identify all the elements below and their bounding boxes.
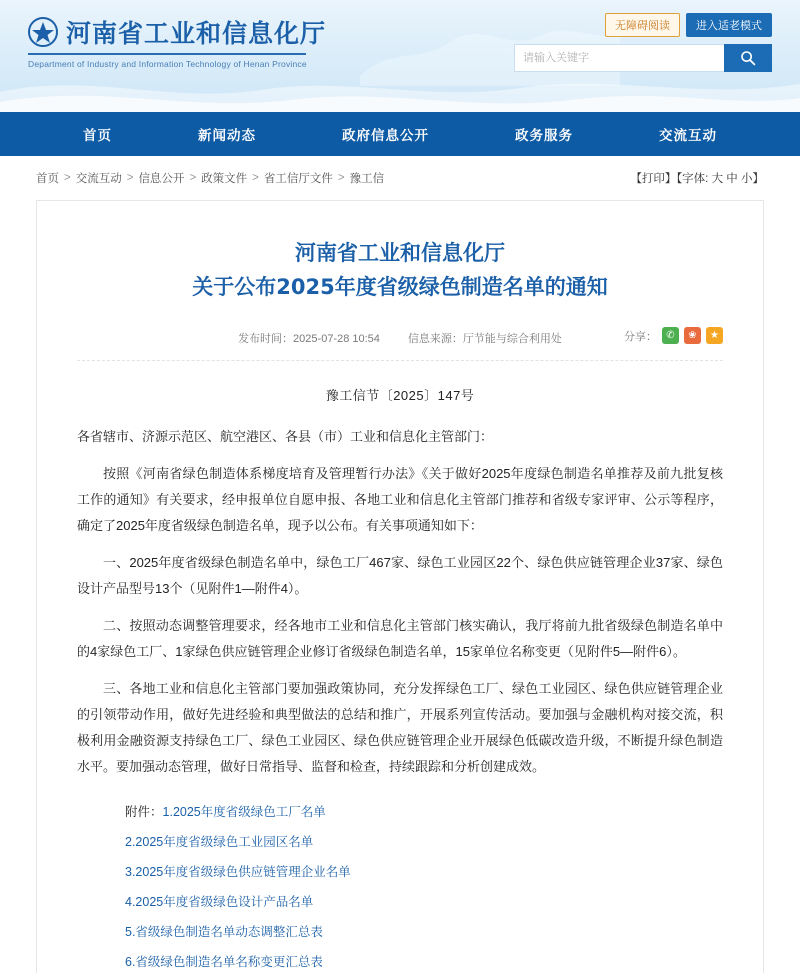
attachment-link-5[interactable]: 5.省级绿色制造名单动态调整汇总表	[125, 924, 323, 939]
attachment-list	[77, 802, 723, 973]
breadcrumb	[36, 170, 630, 186]
font-size-small-button[interactable]: 小	[741, 173, 753, 185]
breadcrumb-separator: >	[189, 172, 197, 184]
breadcrumb-item-1[interactable]: 交流互动	[75, 173, 122, 185]
nav-item-home[interactable]: 首页	[83, 128, 112, 143]
article-paragraph: 二、按照动态调整管理要求，经各地市工业和信息化主管部门核实确认，我厅将前九批省级绿色制造名单中的4家绿色工厂、1家绿色供应链管理企业修订省级绿色制造名单，15家单位名称变更（见附件5—附件6）。	[77, 618, 723, 660]
print-button[interactable]: 【打印】	[630, 173, 677, 185]
share-label: 分享：	[624, 330, 657, 343]
breadcrumb-item-5[interactable]: 豫工信	[349, 173, 385, 185]
nav-item-news[interactable]: 新闻动态	[198, 128, 256, 143]
attachment-link-3[interactable]: 3.2025年度省级绿色供应链管理企业名单	[125, 864, 351, 879]
emblem-icon	[28, 17, 58, 47]
search-box	[514, 44, 772, 72]
article-paragraph: 三、各地工业和信息化主管部门要加强政策协同，充分发挥绿色工厂、绿色工业园区、绿色供应链管理企业的引领带动作用，做好先进经验和典型做法的总结和推广，开展系列宣传活动。要加强与金融机构对接交流，积极利用金融资源支持绿色工厂、绿色工业园区、绿色供应链管理企业开展绿色低碳改造升级，不断提升绿色制造水平。要加强动态管理，做好日常指导、监督和检查，持续跟踪和分析创建成效。	[77, 681, 723, 775]
article-title-line2: 关于公布2025年度省级绿色制造名单的通知	[192, 274, 608, 299]
attachment-link-2[interactable]: 2.2025年度省级绿色工业园区名单	[125, 835, 314, 850]
site-header	[0, 0, 800, 112]
article-meta	[77, 330, 723, 361]
attachment-row	[125, 952, 723, 973]
article-paragraph: 一、2025年度省级绿色制造名单中，绿色工厂467家、绿色工业园区22个、绿色供应链管理企业37家、绿色设计产品型号13个（见附件1—附件4）。	[77, 555, 723, 597]
attachment-link-6[interactable]: 6.省级绿色制造名单名称变更汇总表	[125, 954, 323, 969]
breadcrumb-bar	[0, 156, 800, 200]
search-button[interactable]	[724, 44, 772, 72]
article-paragraph: 各省辖市、济源示范区、航空港区、各县（市）工业和信息化主管部门：	[77, 429, 494, 445]
breadcrumb-separator: >	[126, 172, 134, 184]
nav-item-government-info[interactable]: 政府信息公开	[342, 128, 429, 143]
article-body	[77, 424, 723, 780]
article-source: 信息来源：厅节能与综合利用处	[407, 333, 562, 346]
site-logo[interactable]	[28, 14, 326, 69]
search-input[interactable]	[514, 44, 724, 72]
elder-mode-button[interactable]: 进入适老模式	[686, 13, 772, 37]
attachment-row	[125, 922, 723, 944]
site-title-cn: 河南省工业和信息化厅	[66, 19, 327, 48]
attachment-row	[125, 832, 723, 854]
font-size-medium-button[interactable]: 中	[726, 173, 738, 185]
publish-time: 发布时间：2025-07-28 10:54	[238, 333, 380, 346]
attachment-row	[125, 862, 723, 884]
favorite-icon[interactable]: ★	[706, 327, 723, 344]
font-size-label: 【字体:	[676, 173, 709, 185]
nav-item-services[interactable]: 政务服务	[515, 128, 573, 143]
font-size-label-close: 】	[752, 173, 764, 185]
nav-item-interaction[interactable]: 交流互动	[659, 128, 717, 143]
logo-divider	[28, 53, 306, 55]
article-container	[36, 200, 764, 973]
site-title-en: Department of Industry and Information Technology of Henan Province	[28, 59, 307, 69]
article-paragraph: 按照《河南省绿色制造体系梯度培育及管理暂行办法》《关于做好2025年度绿色制造名单推荐及前九批复核工作的通知》有关要求，经申报单位自愿申报、各地工业和信息化主管部门推荐和省级专家评审、公示等程序，确定了2025年度省级绿色制造名单，现予以公布。有关事项通知如下：	[77, 466, 723, 534]
header-utility-buttons	[605, 13, 772, 37]
share-group	[624, 327, 723, 344]
breadcrumb-item-2[interactable]: 信息公开	[138, 173, 185, 185]
main-navigation	[0, 112, 800, 156]
attachment-row	[125, 892, 723, 914]
breadcrumb-item-4[interactable]: 省工信厅文件	[263, 173, 333, 185]
breadcrumb-separator: >	[252, 172, 259, 184]
weibo-icon[interactable]: ❀	[684, 327, 701, 344]
attachment-prefix: 附件：	[125, 805, 163, 820]
search-icon	[740, 50, 756, 66]
article-title-line1: 河南省工业和信息化厅	[295, 241, 505, 265]
breadcrumb-separator: >	[64, 172, 71, 184]
breadcrumb-separator: >	[337, 172, 345, 184]
attachment-link-4[interactable]: 4.2025年度省级绿色设计产品名单	[125, 894, 314, 909]
page-title	[77, 237, 723, 304]
attachment-link-1[interactable]: 1.2025年度省级绿色工厂名单	[162, 805, 326, 820]
document-number: 豫工信节〔2025〕147号	[325, 388, 475, 404]
breadcrumb-tools	[630, 170, 764, 186]
breadcrumb-item-3[interactable]: 政策文件	[201, 173, 248, 185]
accessibility-button[interactable]: 无障碍阅读	[605, 13, 680, 37]
font-size-large-button[interactable]: 大	[711, 173, 724, 185]
breadcrumb-item-0[interactable]: 首页	[36, 173, 59, 185]
wechat-icon[interactable]: ✆	[662, 327, 679, 344]
attachment-row	[125, 802, 723, 824]
